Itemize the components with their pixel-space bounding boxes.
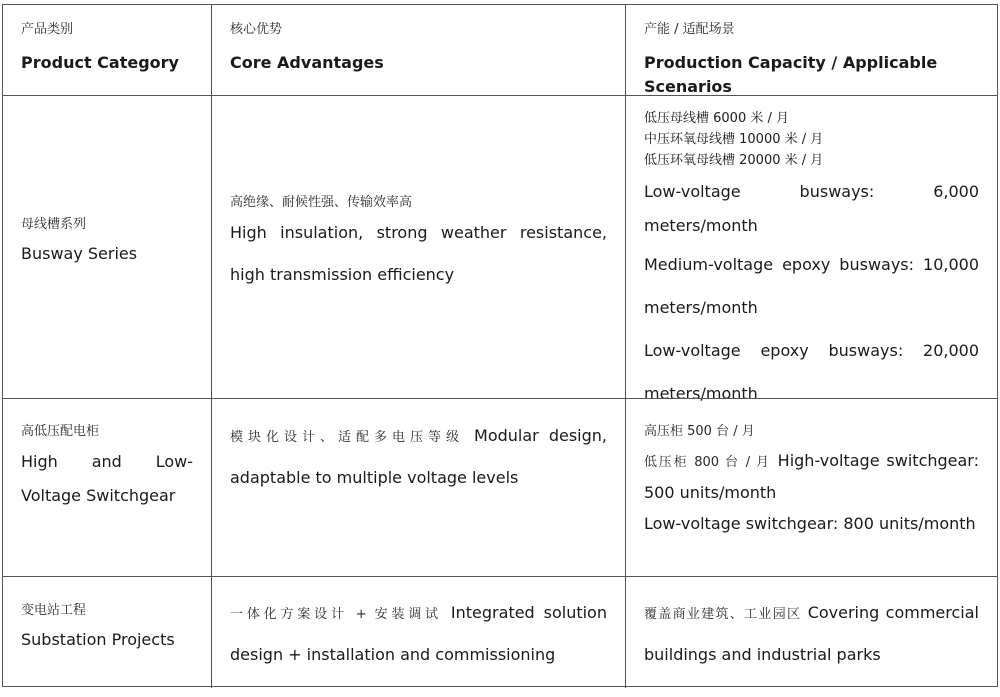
capacity-en-1: Low-voltage busways: 6,000 meters/month	[644, 182, 979, 235]
header-category-cn: 产品类别	[21, 22, 74, 37]
capacity-en-2: Low-voltage switchgear: 800 units/month	[644, 514, 976, 533]
capacity-en-3: Low-voltage epoxy busways: 20,000 meters/month	[644, 341, 979, 403]
table-row	[3, 398, 997, 576]
advantage-en: Integrated solution design + installation and commissioning	[230, 603, 607, 664]
advantage-cell	[211, 399, 625, 576]
capacity-text	[644, 592, 979, 676]
advantage-cell	[211, 96, 625, 398]
header-capacity-en: Production Capacity / Applicable Scenarios	[644, 53, 938, 96]
category-cell	[3, 399, 211, 576]
category-cell	[3, 577, 211, 688]
category-cn: 高低压配电柜	[21, 424, 100, 439]
capacity-cell	[625, 96, 997, 403]
header-advantages-en: Core Advantages	[230, 53, 384, 72]
advantage-cell	[211, 577, 625, 688]
capacity-cn-1: 低压母线槽 6000 米 / 月	[644, 111, 789, 126]
capacity-cell	[625, 399, 997, 576]
header-cell-category	[3, 5, 211, 95]
capacity-en-2: Medium-voltage epoxy busways: 10,000 meters/month	[644, 255, 979, 317]
advantage-cn: 高绝缘、耐候性强、传输效率高	[230, 195, 413, 210]
capacity-en-1: High-voltage switchgear: 500 units/month	[644, 451, 979, 502]
capacity-en-1: Covering commercial buildings and industrial parks	[644, 603, 979, 664]
category-cn: 变电站工程	[21, 603, 87, 618]
capacity-cell	[625, 577, 997, 688]
header-category-en: Product Category	[21, 53, 179, 72]
capacity-cn-2: 中压环氧母线槽 10000 米 / 月	[644, 132, 824, 147]
capacity-cn-1: 高压柜 500 台 / 月	[644, 424, 755, 439]
category-cn: 母线槽系列	[21, 217, 87, 232]
category-cell	[3, 96, 211, 398]
advantage-en: High insulation, strong weather resistance, high transmission efficiency	[230, 223, 607, 284]
capacity-text	[644, 445, 979, 509]
header-row	[3, 5, 997, 95]
header-cell-advantages	[211, 5, 625, 95]
capacity-cn-2: 低压柜 800 台 / 月	[644, 455, 771, 470]
capacity-cn-1: 覆盖商业建筑、工业园区	[644, 607, 802, 622]
product-table	[2, 4, 998, 687]
category-en: Substation Projects	[21, 630, 175, 649]
category-en: Busway Series	[21, 244, 138, 263]
capacity-cn-3: 低压环氧母线槽 20000 米 / 月	[644, 153, 824, 168]
advantage-text	[230, 592, 607, 676]
table-row	[3, 95, 997, 403]
advantage-en: Modular design, adaptable to multiple voltage levels	[230, 426, 607, 487]
header-cell-capacity	[625, 5, 997, 95]
category-en: High and Low-Voltage Switchgear	[21, 452, 193, 505]
table-row	[3, 576, 997, 688]
advantage-cn: 一体化方案设计 + 安装调试	[230, 607, 442, 622]
advantage-text	[230, 415, 607, 499]
header-advantages-cn: 核心优势	[230, 22, 283, 37]
advantage-cn: 模块化设计、适配多电压等级	[230, 430, 464, 445]
header-capacity-cn: 产能 / 适配场景	[644, 22, 735, 37]
